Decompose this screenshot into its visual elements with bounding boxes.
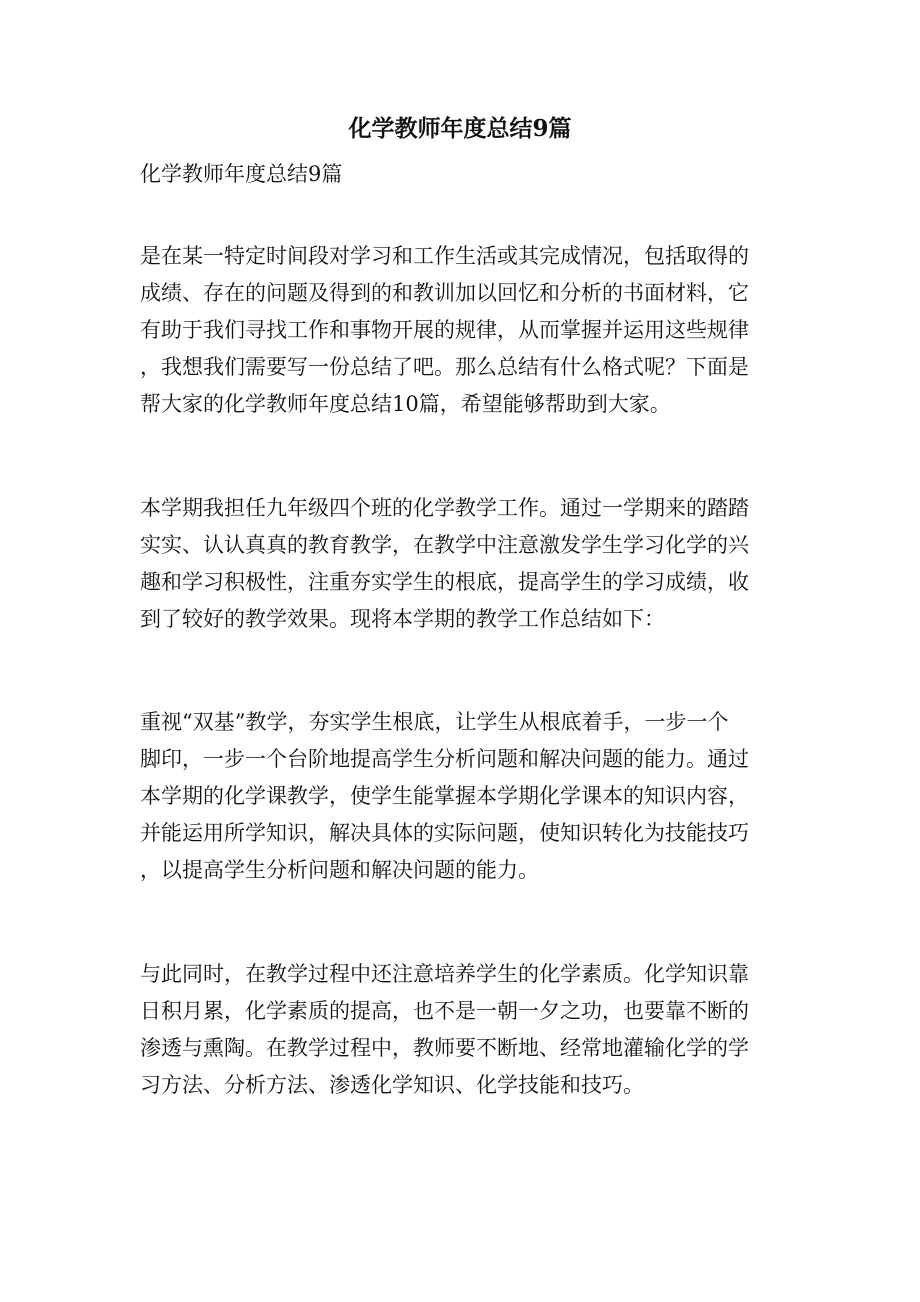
paragraph-teaching-overview: [140, 490, 780, 638]
paragraph-double-basics: [140, 704, 780, 889]
paragraph-line: 实实、认认真真的教育教学，在教学中注意激发学生学习化学的兴: [140, 533, 749, 557]
paragraph-line: ，我想我们需要写一份总结了吧。那么总结有什么格式呢？下面是: [140, 355, 749, 379]
paragraph-line: 渗透与熏陶。在教学过程中，教师要不断地、经常地灌输化学的学: [140, 1036, 749, 1060]
paragraph-line: ，以提高学生分析问题和解决问题的能力。: [140, 858, 539, 882]
paragraph-line: 与此同时，在教学过程中还注意培养学生的化学素质。化学知识靠: [140, 962, 749, 986]
paragraph-line: 到了较好的教学效果。现将本学期的教学工作总结如下：: [140, 607, 665, 631]
paragraph-line: 有助于我们寻找工作和事物开展的规律，从而掌握并运用这些规律: [140, 318, 749, 342]
paragraph-line: 脚印，一步一个台阶地提高学生分析问题和解决问题的能力。通过: [140, 747, 749, 771]
paragraph-intro: [140, 238, 780, 423]
document-subtitle: 化学教师年度总结9篇: [140, 162, 343, 186]
paragraph-line: 并能运用所学知识，解决具体的实际问题，使知识转化为技能技巧: [140, 821, 749, 845]
paragraph-chemistry-literacy: [140, 956, 780, 1104]
paragraph-line: 本学期我担任九年级四个班的化学教学工作。通过一学期来的踏踏: [140, 496, 749, 520]
paragraph-line: 是在某一特定时间段对学习和工作生活或其完成情况，包括取得的: [140, 244, 749, 268]
paragraph-line: 帮大家的化学教师年度总结10篇，希望能够帮助到大家。: [140, 392, 671, 416]
paragraph-line: 重视“双基”教学，夯实学生根底，让学生从根底着手，一步一个: [140, 710, 729, 734]
document-title: 化学教师年度总结9篇: [348, 115, 572, 142]
paragraph-line: 本学期的化学课教学，使学生能掌握本学期化学课本的知识内容，: [140, 784, 749, 808]
paragraph-line: 成绩、存在的问题及得到的和教训加以回忆和分析的书面材料，它: [140, 281, 749, 305]
paragraph-line: 趣和学习积极性，注重夯实学生的根底，提高学生的学习成绩，收: [140, 570, 749, 594]
paragraph-line: 日积月累，化学素质的提高，也不是一朝一夕之功，也要靠不断的: [140, 999, 749, 1023]
paragraph-line: 习方法、分析方法、渗透化学知识、化学技能和技巧。: [140, 1073, 644, 1097]
